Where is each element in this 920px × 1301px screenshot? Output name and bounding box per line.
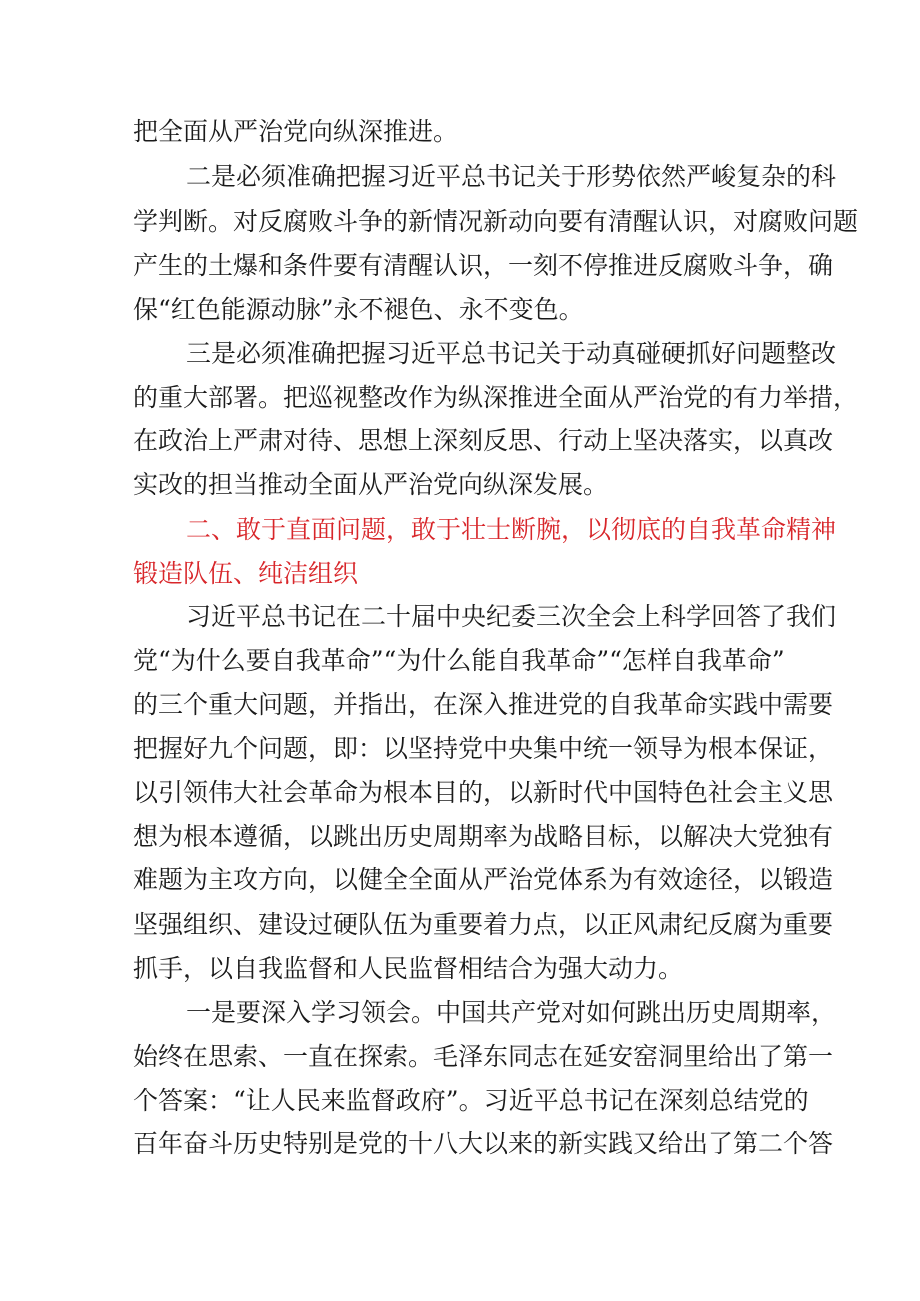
text-line: 的三个重大问题，并指出，在深入推进党的自我革命实践中需要 — [133, 690, 834, 719]
section-heading-line: 二、敢于直面问题，敢于壮士断腕，以彻底的自我革命精神 — [186, 515, 837, 544]
text-line: 难题为主攻方向，以健全全面从严治党体系为有效途径，以锻造 — [133, 865, 834, 894]
text-line: 百年奋斗历史特别是党的十八大以来的新实践又给出了第二个答 — [133, 1129, 834, 1158]
section-heading-line: 锻造队伍、纯洁组织 — [133, 559, 359, 588]
text-line: 以引领伟大社会革命为根本目的，以新时代中国特色社会主义思 — [133, 778, 834, 807]
paragraph-start-line: 一是要深入学习领会。中国共产党对如何跳出历史周期率， — [186, 998, 837, 1027]
text-line: 坚强组织、建设过硬队伍为重要着力点，以正风肃纪反腐为重要 — [133, 910, 834, 939]
text-line: 抓手，以自我监督和人民监督相结合为强大动力。 — [133, 954, 684, 983]
text-line: 党“为什么要自我革命”“为什么能自我革命”“怎样自我革命” — [133, 646, 785, 675]
text-line: 把全面从严治党向纵深推进。 — [133, 117, 459, 146]
text-line: 把握好九个问题，即：以坚持党中央集中统一领导为根本保证， — [133, 734, 834, 763]
text-line: 的重大部署。把巡视整改作为纵深推进全面从严治党的有力举措， — [133, 383, 859, 412]
paragraph-start-line: 习近平总书记在二十届中央纪委三次全会上科学回答了我们 — [186, 602, 837, 631]
text-line: 实改的担当推动全面从严治党向纵深发展。 — [133, 470, 609, 499]
text-line: 在政治上严肃对待、思想上深刻反思、行动上坚决落实，以真改 — [133, 426, 834, 455]
text-line: 始终在思索、一直在探索。毛泽东同志在延安窑洞里给出了第一 — [133, 1042, 834, 1071]
text-line: 产生的土爆和条件要有清醒认识，一刻不停推进反腐败斗争，确 — [133, 251, 834, 280]
text-line: 学判断。对反腐败斗争的新情况新动向要有清醒认识，对腐败问题 — [133, 207, 859, 236]
paragraph-start-line: 三是必须准确把握习近平总书记关于动真碰硬抓好问题整改 — [186, 339, 837, 368]
text-line: 想为根本遵循，以跳出历史周期率为战略目标，以解决大党独有 — [133, 822, 834, 851]
text-line: 保“红色能源动脉”永不褪色、永不变色。 — [133, 295, 584, 324]
text-line: 个答案：“让人民来监督政府”。习近平总书记在深刻总结党的 — [133, 1086, 809, 1115]
paragraph-start-line: 二是必须准确把握习近平总书记关于形势依然严峻复杂的科 — [186, 162, 837, 191]
